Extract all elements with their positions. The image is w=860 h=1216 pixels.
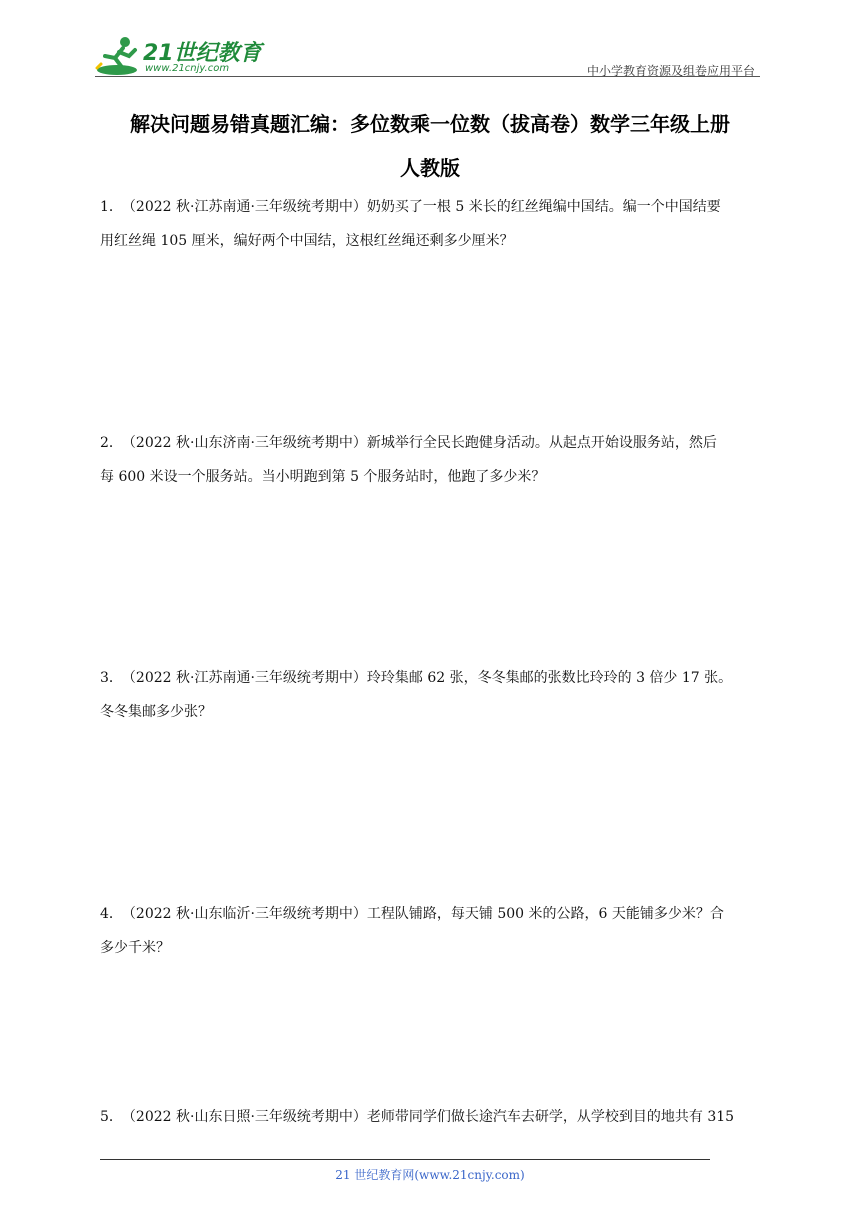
footer-divider	[100, 1159, 710, 1160]
question-text-line1: （2022 秋·江苏南通·三年级统考期中）玲玲集邮 62 张，冬冬集邮的张数比玲玲的 3 倍少 17 张。	[128, 670, 733, 686]
document-title: 解决问题易错真题汇编：多位数乘一位数（拔高卷）数学三年级上册	[130, 112, 730, 136]
question-text-line2: 多少千米？	[100, 940, 170, 956]
question-2	[100, 426, 762, 494]
question-text-line1: （2022 秋·山东济南·三年级统考期中）新城举行全民长跑健身活动。从起点开始设服务站，然后	[128, 435, 717, 451]
question-number: 2．	[100, 435, 123, 451]
logo	[95, 34, 265, 78]
question-number: 1．	[100, 199, 123, 215]
runner-logo-icon	[95, 34, 145, 78]
question-1	[100, 190, 762, 258]
question-text-line1: （2022 秋·江苏南通·三年级统考期中）奶奶买了一根 5 米长的红丝绳编中国结。编一个中国结要	[128, 199, 721, 215]
logo-text: 21世纪教育	[143, 41, 262, 66]
logo-url: www.21cnjy.com	[145, 63, 230, 74]
question-text-line2: 冬冬集邮多少张？	[100, 704, 212, 720]
question-4	[100, 897, 762, 965]
question-number: 4．	[100, 906, 123, 922]
question-text-line1: （2022 秋·山东临沂·三年级统考期中）工程队铺路，每天铺 500 米的公路，6 天能铺多少米？合	[128, 906, 724, 922]
header-divider	[95, 76, 760, 77]
question-text-line1: （2022 秋·山东日照·三年级统考期中）老师带同学们做长途汽车去研学，从学校到目的地共有 315	[128, 1109, 735, 1125]
question-text-line2: 每 600 米设一个服务站。当小明跑到第 5 个服务站时，他跑了多少米？	[100, 469, 546, 485]
page-header	[95, 28, 760, 78]
question-5	[100, 1100, 762, 1134]
question-number: 5．	[100, 1109, 123, 1125]
question-number: 3．	[100, 670, 123, 686]
question-3	[100, 661, 762, 729]
question-text-line2: 用红丝绳 105 厘米，编好两个中国结，这根红丝绳还剩多少厘米？	[100, 233, 514, 249]
document-title-line2: 人教版	[400, 156, 460, 180]
footer-text: 21 世纪教育网(www.21cnjy.com)	[335, 1168, 525, 1182]
header-tagline: 中小学教育资源及组卷应用平台	[586, 64, 755, 78]
